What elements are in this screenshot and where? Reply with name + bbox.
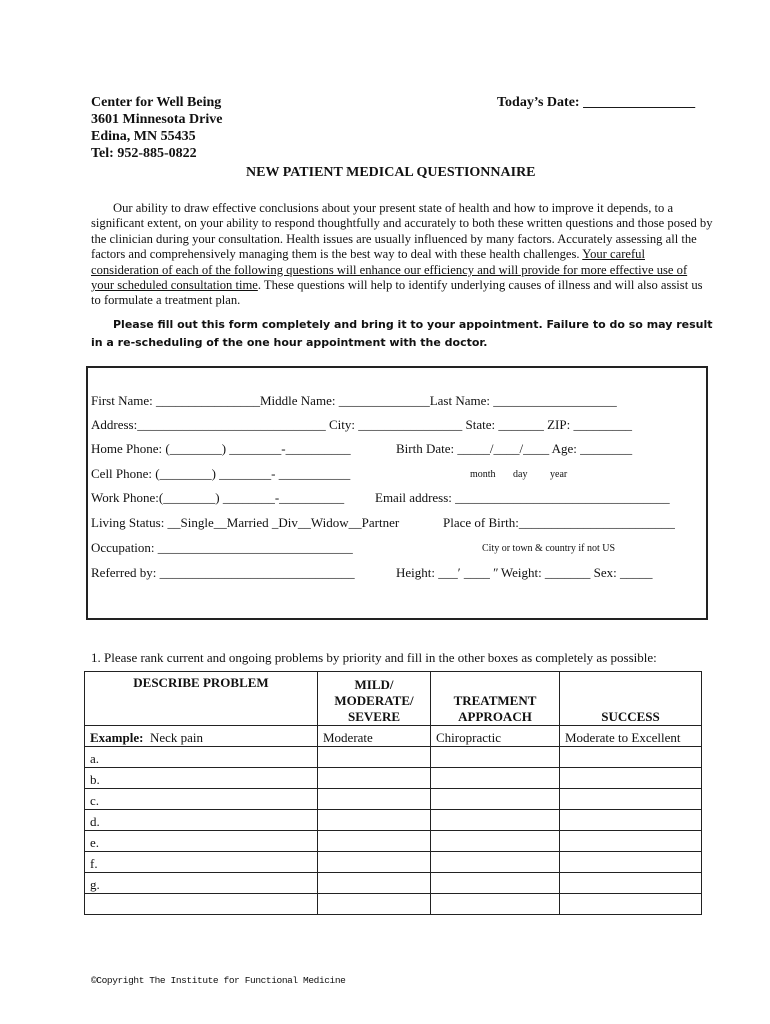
success-cell[interactable] xyxy=(560,894,702,915)
row-label[interactable]: g. xyxy=(85,873,318,894)
home-phone-field[interactable]: Home Phone: (________) ________-__________ xyxy=(91,441,351,456)
instructions-note: Please fill out this form completely and bring it to your appointment. Failure to do so may result in a re-scheduling of the one hour appointment with the doctor. xyxy=(91,318,713,349)
success-cell[interactable] xyxy=(560,873,702,894)
page-title: NEW PATIENT MEDICAL QUESTIONNAIRE xyxy=(246,165,536,180)
severity-cell[interactable] xyxy=(318,873,431,894)
table-row[interactable] xyxy=(85,873,702,894)
severity-cell[interactable] xyxy=(318,810,431,831)
success-cell[interactable] xyxy=(560,747,702,768)
col-severity: MILD/ MODERATE/ SEVERE xyxy=(318,672,431,726)
treatment-cell[interactable] xyxy=(431,894,560,915)
table-row[interactable] xyxy=(85,789,702,810)
treatment-cell[interactable] xyxy=(431,810,560,831)
example-success: Moderate to Excellent xyxy=(560,726,702,747)
cell-phone-field[interactable]: Cell Phone: (________) ________- ___________ xyxy=(91,466,351,481)
place-of-birth-hint: City or town & country if not US xyxy=(482,543,616,554)
month-hint: month xyxy=(470,469,496,480)
living-status-field[interactable]: Living Status: __Single__Married _Div__Widow__Partner xyxy=(91,515,400,530)
table-row[interactable] xyxy=(85,852,702,873)
treatment-cell[interactable] xyxy=(431,747,560,768)
referred-by-field[interactable]: Referred by: ______________________________ xyxy=(91,565,355,580)
work-phone-field[interactable]: Work Phone:(________) ________-__________ xyxy=(91,490,345,505)
severity-cell[interactable] xyxy=(318,789,431,810)
success-cell[interactable] xyxy=(560,852,702,873)
todays-date-field[interactable]: Today’s Date: ________________ xyxy=(497,95,696,110)
severity-cell[interactable] xyxy=(318,894,431,915)
birth-date-age-fields[interactable]: Birth Date: _____/____/____ Age: ________ xyxy=(396,441,633,456)
table-row[interactable] xyxy=(85,831,702,852)
table-row[interactable] xyxy=(85,810,702,831)
table-row[interactable] xyxy=(85,747,702,768)
org-address-line1: 3601 Minnesota Drive xyxy=(91,112,223,127)
col-treatment: TREATMENT APPROACH xyxy=(431,672,560,726)
day-hint: day xyxy=(513,469,528,480)
example-problem: Neck pain xyxy=(149,730,204,745)
row-label[interactable] xyxy=(85,894,318,915)
problems-table xyxy=(84,671,702,915)
treatment-cell[interactable] xyxy=(431,873,560,894)
treatment-cell[interactable] xyxy=(431,831,560,852)
severity-cell[interactable] xyxy=(318,831,431,852)
severity-cell[interactable] xyxy=(318,852,431,873)
intro-text-1: Our ability to draw effective conclusions about your present state of health and how to improve it depends, to a significant extent, on your ability to respond thoughtfully and accurately to both these written questions and those posed by the clinician during your consultation. Health issues are usually influenced by many factors. Accurately assessing all the factors and comprehensively managing them is the best way to deal with these health challenges. xyxy=(91,201,713,262)
treatment-cell[interactable] xyxy=(431,852,560,873)
row-label[interactable]: c. xyxy=(85,789,318,810)
question-1: 1. Please rank current and ongoing problems by priority and fill in the other boxes as completely as possible: xyxy=(91,650,657,665)
row-label[interactable]: d. xyxy=(85,810,318,831)
example-label: Example: xyxy=(90,730,144,745)
height-weight-sex-fields[interactable]: Height: ___ʹ ____ ʺ Weight: _______ Sex: _____ xyxy=(396,565,653,580)
row-label[interactable]: a. xyxy=(85,747,318,768)
success-cell[interactable] xyxy=(560,810,702,831)
name-fields[interactable]: First Name: ________________Middle Name: ______________Last Name: ___________________ xyxy=(91,393,617,408)
row-label[interactable]: e. xyxy=(85,831,318,852)
table-row[interactable] xyxy=(85,894,702,915)
row-label[interactable]: b. xyxy=(85,768,318,789)
row-label[interactable]: f. xyxy=(85,852,318,873)
org-phone: Tel: 952-885-0822 xyxy=(91,146,197,161)
success-cell[interactable] xyxy=(560,831,702,852)
occupation-field[interactable]: Occupation: ______________________________ xyxy=(91,540,353,555)
copyright-footer: ©Copyright The Institute for Functional Medicine xyxy=(91,975,346,986)
email-field[interactable]: Email address: _________________________________ xyxy=(375,490,670,505)
treatment-cell[interactable] xyxy=(431,789,560,810)
col-describe-problem: DESCRIBE PROBLEM xyxy=(85,672,318,726)
intro-paragraph xyxy=(91,201,713,309)
org-address-line2: Edina, MN 55435 xyxy=(91,129,196,144)
example-treatment: Chiropractic xyxy=(431,726,560,747)
table-row-example xyxy=(85,726,702,747)
success-cell[interactable] xyxy=(560,768,702,789)
table-header-row xyxy=(85,672,702,726)
year-hint: year xyxy=(550,469,568,480)
treatment-cell[interactable] xyxy=(431,768,560,789)
success-cell[interactable] xyxy=(560,789,702,810)
example-severity: Moderate xyxy=(318,726,431,747)
col-success: SUCCESS xyxy=(560,672,702,726)
intro-underlined-text: Your careful consideration of each of the following questions will enhance our efficiency and will provide for more effective use of your scheduled consultation time xyxy=(91,247,688,293)
severity-cell[interactable] xyxy=(318,747,431,768)
org-name: Center for Well Being xyxy=(91,95,222,110)
severity-cell[interactable] xyxy=(318,768,431,789)
example-problem-cell xyxy=(85,726,318,747)
intro-text-2: . These questions will help to identify underlying causes of illness and will also assist us to formulate a treatment plan. xyxy=(91,278,703,308)
address-fields[interactable]: Address:_____________________________ City: ________________ State: _______ ZIP: _________ xyxy=(91,417,632,432)
table-row[interactable] xyxy=(85,768,702,789)
place-of-birth-field[interactable]: Place of Birth:________________________ xyxy=(443,515,675,530)
